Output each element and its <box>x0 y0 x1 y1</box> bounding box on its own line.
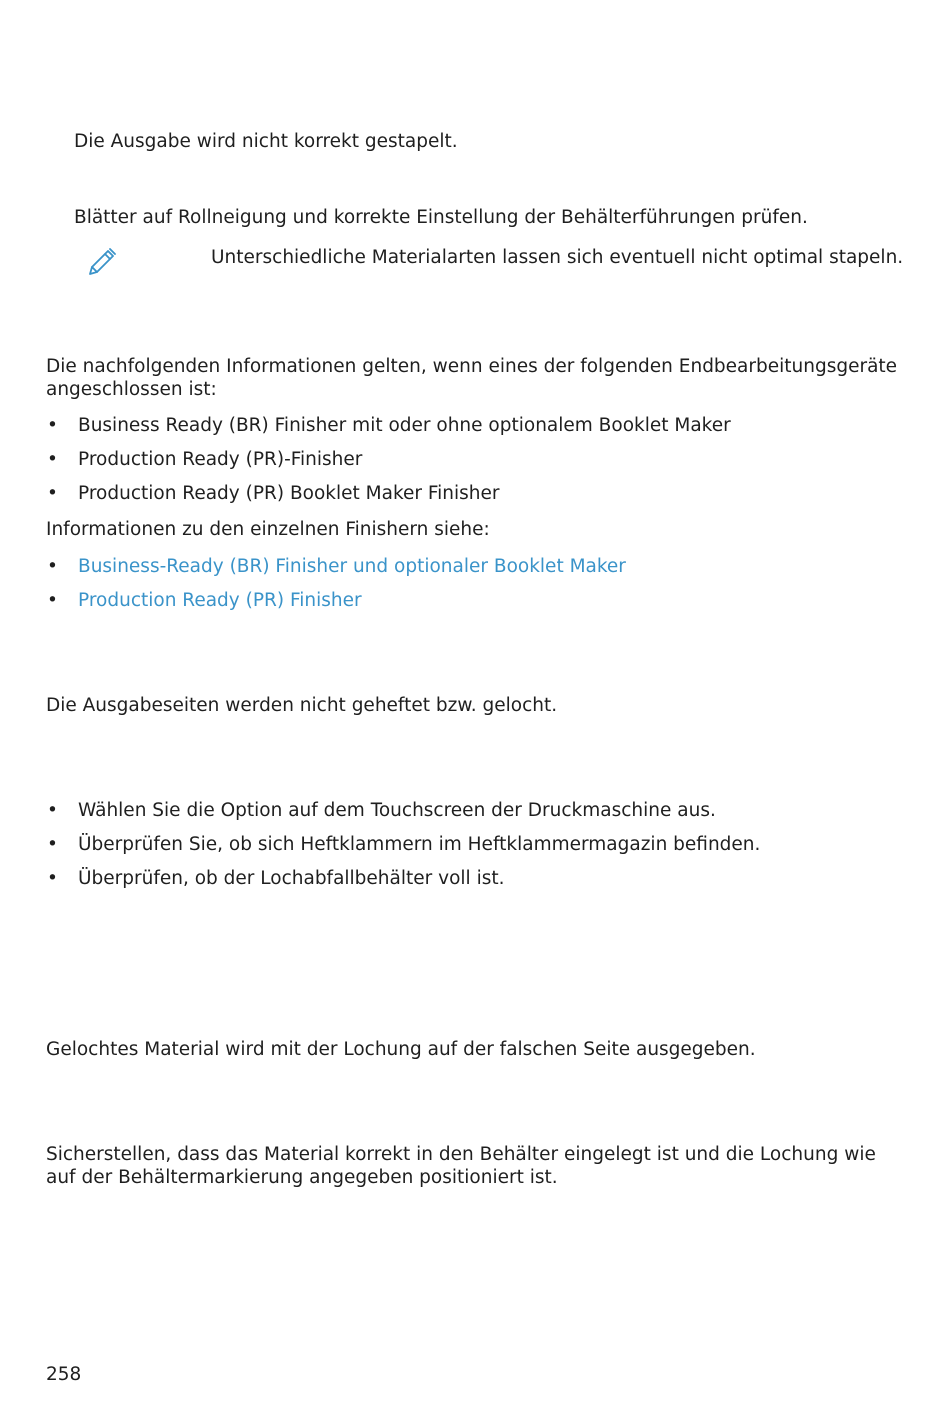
finisher-link-list <box>46 555 626 623</box>
link-pr-finisher[interactable]: Production Ready (PR) Finisher <box>78 590 362 611</box>
list-item <box>46 414 731 437</box>
solution-label: Wählen Sie die Option auf dem Touchscreen der Druckmaschine aus. <box>78 800 716 821</box>
punching-problem-text: Gelochtes Material wird mit der Lochung auf der falschen Seite ausgegeben. <box>46 1039 756 1060</box>
stapling-problem-text: Die Ausgabeseiten werden nicht geheftet bzw. gelocht. <box>46 695 558 716</box>
bullet-icon: • <box>47 590 58 611</box>
bullet-icon: • <box>47 868 58 889</box>
bullet-icon: • <box>47 800 58 821</box>
solution-label: Überprüfen Sie, ob sich Heftklammern im Heftklammermagazin befinden. <box>78 834 761 855</box>
stacking-solution-text: Blätter auf Rollneigung und korrekte Einstellung der Behälterführungen prüfen. <box>74 207 808 228</box>
device-label: Production Ready (PR)-Finisher <box>78 449 363 470</box>
list-item <box>46 833 760 856</box>
list-item <box>46 589 626 612</box>
bullet-icon: • <box>47 415 58 436</box>
list-item <box>46 448 731 471</box>
list-item <box>46 799 760 822</box>
bullet-icon: • <box>47 556 58 577</box>
bullet-icon: • <box>47 449 58 470</box>
pencil-note-icon <box>86 246 118 278</box>
punching-solution-text: Sicherstellen, dass das Material korrekt in den Behälter eingelegt ist und die Lochung wie auf der Behältermarkierung angegeben positioniert ist. <box>46 1144 876 1188</box>
finisher-intro-text: Die nachfolgenden Informationen gelten, wenn eines der folgenden Endbearbeitungsgeräte angeschlossen ist: <box>46 356 898 400</box>
see-also-label: Informationen zu den einzelnen Finishern siehe: <box>46 519 490 540</box>
note-text: Unterschiedliche Materialarten lassen sich eventuell nicht optimal stapeln. <box>211 247 904 268</box>
finisher-device-list <box>46 414 731 516</box>
device-label: Business Ready (BR) Finisher mit oder ohne optionalem Booklet Maker <box>78 415 731 436</box>
list-item <box>46 555 626 578</box>
bullet-icon: • <box>47 834 58 855</box>
solution-label: Überprüfen, ob der Lochabfallbehälter voll ist. <box>78 868 505 889</box>
bullet-icon: • <box>47 483 58 504</box>
device-label: Production Ready (PR) Booklet Maker Finisher <box>78 483 500 504</box>
stacking-problem-text: Die Ausgabe wird nicht korrekt gestapelt. <box>74 131 458 152</box>
page-number: 258 <box>46 1364 82 1385</box>
list-item <box>46 482 731 505</box>
list-item <box>46 867 760 890</box>
stapling-solution-list <box>46 799 760 901</box>
link-br-finisher[interactable]: Business-Ready (BR) Finisher und optionaler Booklet Maker <box>78 556 626 577</box>
